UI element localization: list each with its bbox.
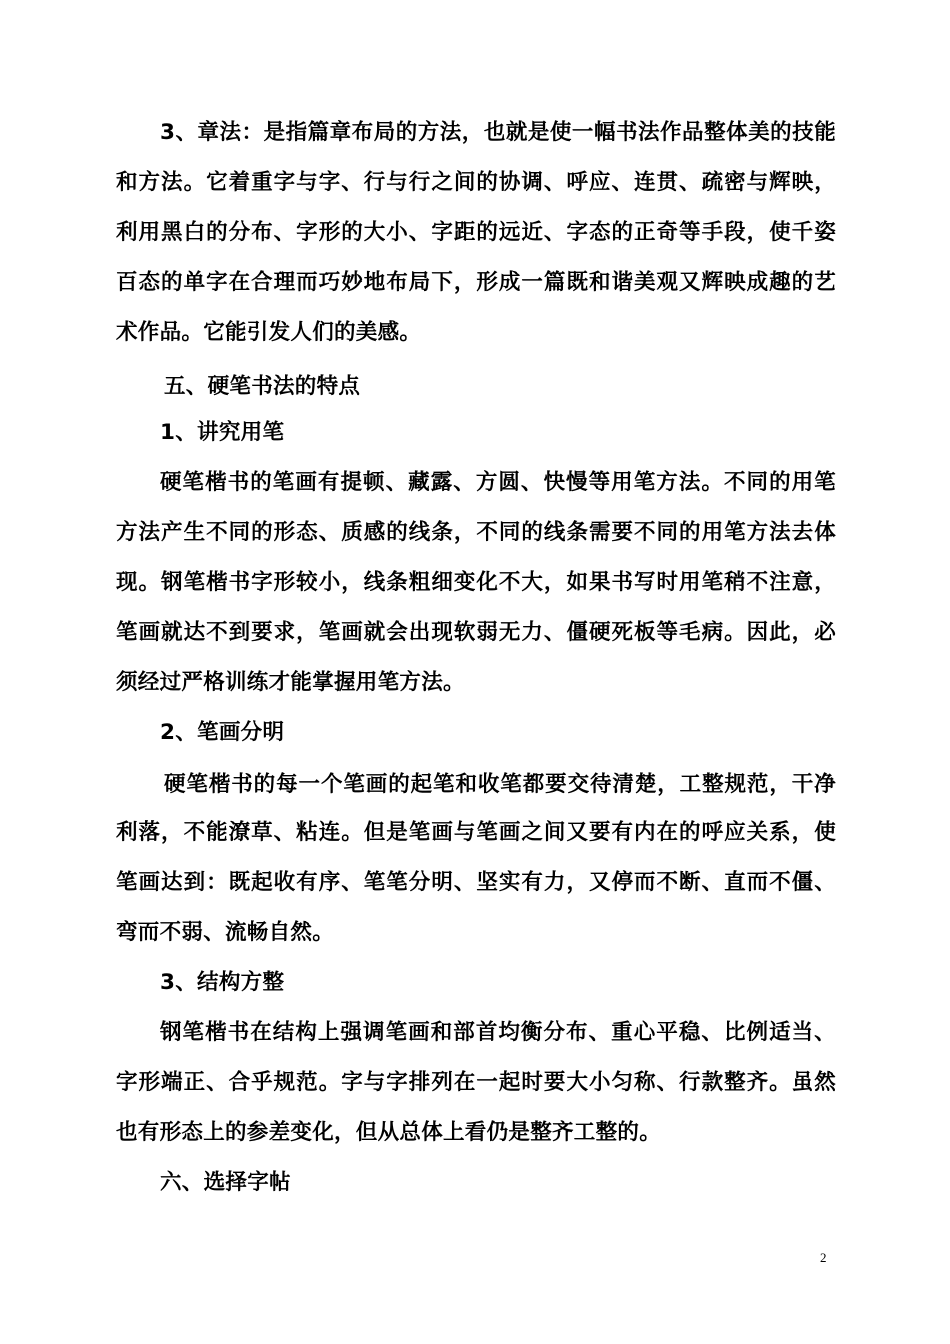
paragraph-line: 方法产生不同的形态、质感的线条，不同的线条需要不同的用笔方法去体 bbox=[116, 520, 836, 545]
paragraph-line: 3、章法：是指篇章布局的方法，也就是使一幅书法作品整体美的技能 bbox=[160, 120, 836, 145]
section-heading: 五、硬笔书法的特点 bbox=[164, 374, 361, 399]
paragraph-line: 笔画达到：既起收有序、笔笔分明、坚实有力，又停而不断、直而不僵、 bbox=[116, 870, 836, 895]
paragraph-line: 利用黑白的分布、字形的大小、字距的远近、字态的正奇等手段，使千姿 bbox=[116, 220, 836, 245]
page-number: 2 bbox=[820, 1250, 827, 1265]
paragraph-line: 百态的单字在合理而巧妙地布局下，形成一篇既和谐美观又辉映成趣的艺 bbox=[116, 270, 836, 295]
paragraph-line: 笔画就达不到要求，笔画就会出现软弱无力、僵硬死板等毛病。因此，必 bbox=[116, 620, 836, 645]
section-heading: 六、选择字帖 bbox=[160, 1170, 291, 1195]
paragraph-line: 字形端正、合乎规范。字与字排列在一起时要大小匀称、行款整齐。虽然 bbox=[116, 1070, 836, 1095]
subsection-heading: 1、讲究用笔 bbox=[160, 420, 285, 445]
paragraph-line: 弯而不弱、流畅自然。 bbox=[116, 920, 335, 945]
paragraph-line: 利落，不能潦草、粘连。但是笔画与笔画之间又要有内在的呼应关系，使 bbox=[116, 820, 836, 845]
paragraph-line: 钢笔楷书在结构上强调笔画和部首均衡分布、重心平稳、比例适当、 bbox=[160, 1020, 836, 1045]
paragraph-line: 现。钢笔楷书字形较小，线条粗细变化不大，如果书写时用笔稍不注意， bbox=[116, 570, 836, 595]
paragraph-line: 须经过严格训练才能掌握用笔方法。 bbox=[116, 670, 465, 695]
paragraph-line: 和方法。它着重字与字、行与行之间的协调、呼应、连贯、疏密与辉映， bbox=[116, 170, 836, 195]
paragraph-line: 硬笔楷书的笔画有提顿、藏露、方圆、快慢等用笔方法。不同的用笔 bbox=[160, 470, 836, 495]
subsection-heading: 2、笔画分明 bbox=[160, 720, 285, 745]
subsection-heading: 3、结构方整 bbox=[160, 970, 285, 995]
paragraph-line: 也有形态上的参差变化，但从总体上看仍是整齐工整的。 bbox=[116, 1120, 662, 1145]
paragraph-line: 术作品。它能引发人们的美感。 bbox=[116, 320, 422, 345]
paragraph-line: 硬笔楷书的每一个笔画的起笔和收笔都要交待清楚，工整规范，干净 bbox=[164, 772, 836, 797]
